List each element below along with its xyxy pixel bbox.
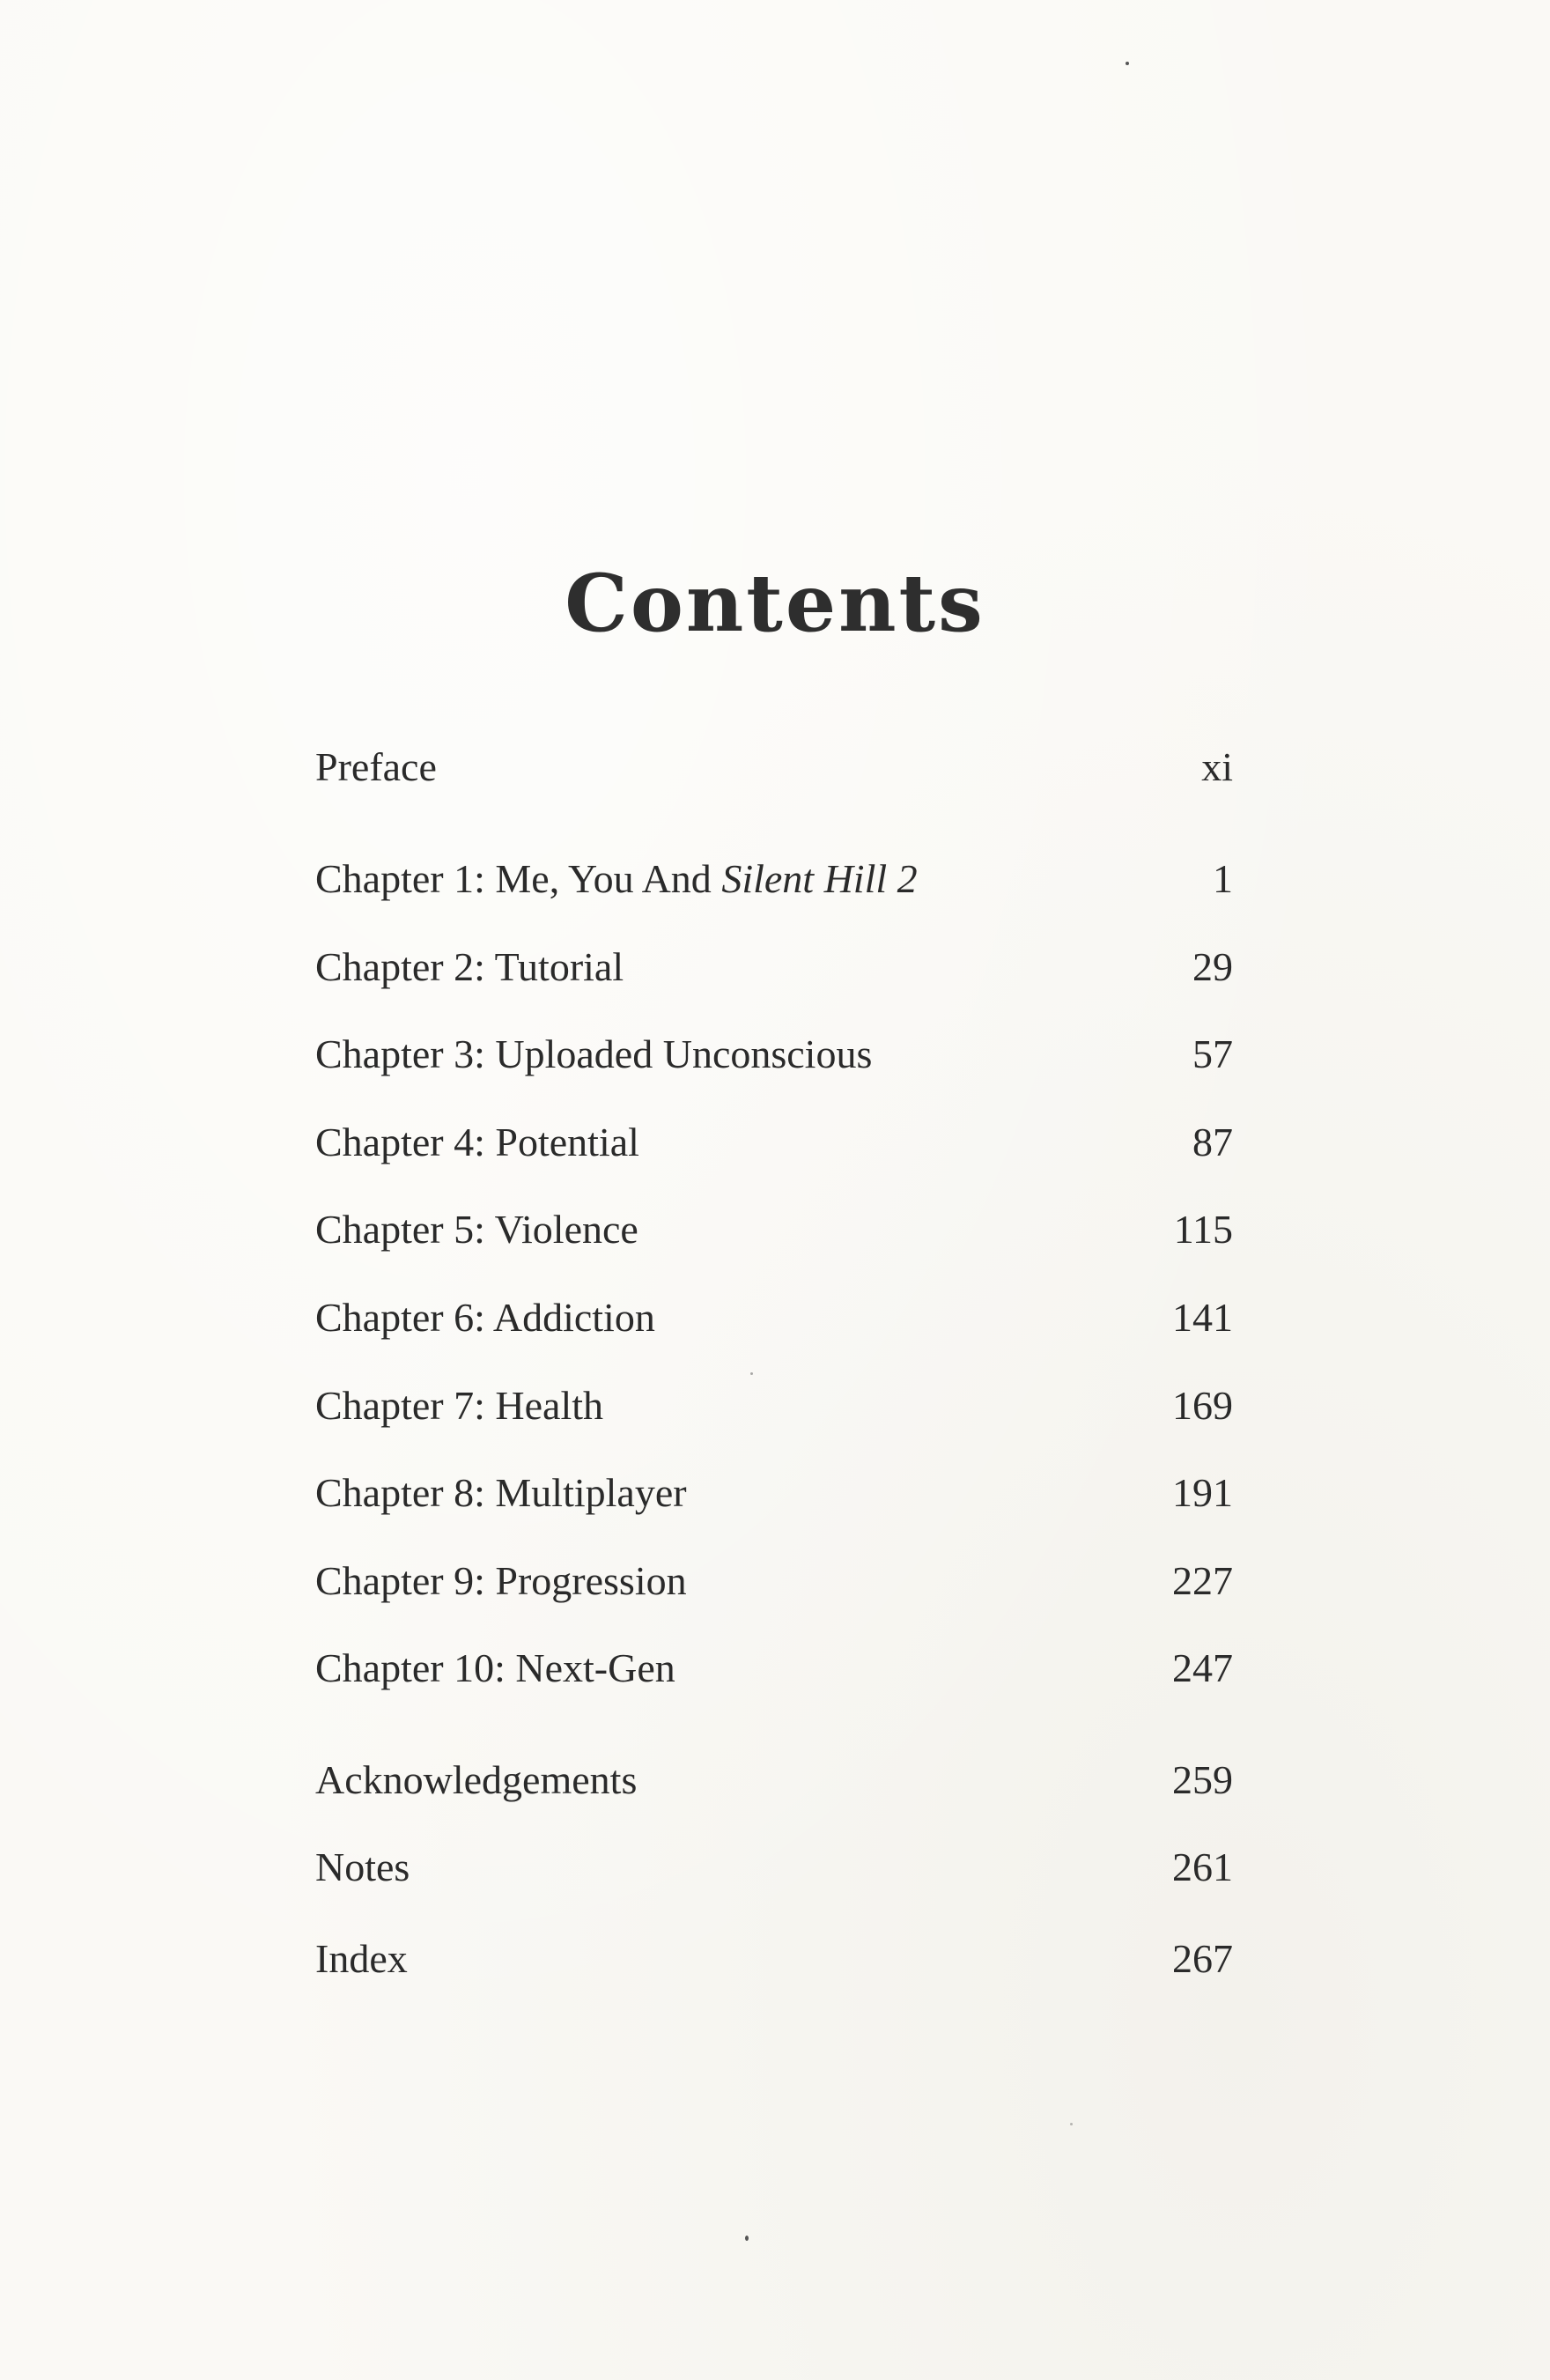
toc-entry-label: Notes (315, 1844, 410, 1889)
toc-entry-chapter-2 (315, 944, 1233, 1009)
toc-entry-chapter-7 (315, 1383, 1233, 1447)
toc-entry-page-number: 247 (1172, 1645, 1233, 1690)
toc-entry-label-text: Chapter 1: Me, You And (315, 856, 722, 901)
toc-entry-label (315, 856, 918, 901)
toc-entry-page-number: 57 (1192, 1031, 1233, 1076)
paper-speck (745, 2236, 749, 2241)
toc-entry-label: Acknowledgements (315, 1757, 638, 1802)
paper-speck (1126, 62, 1129, 65)
toc-entry-page-number: 191 (1172, 1470, 1233, 1515)
toc-entry-page-number: 115 (1173, 1207, 1233, 1252)
toc-entry-label: Chapter 2: Tutorial (315, 944, 624, 989)
toc-entry-page-number: 169 (1172, 1383, 1233, 1428)
toc-entry-page-number: 261 (1172, 1844, 1233, 1889)
toc-entry-label: Chapter 6: Addiction (315, 1295, 655, 1340)
toc-entry-page-number: 227 (1172, 1558, 1233, 1603)
toc-entry-page-number: 259 (1172, 1757, 1233, 1802)
toc-entry-chapter-5 (315, 1209, 1233, 1271)
toc-entry-label: Chapter 5: Violence (315, 1207, 638, 1252)
page-title: Contents (565, 557, 985, 650)
toc-entry-label-italic: Silent Hill 2 (721, 856, 918, 901)
toc-entry-page-number: 267 (1172, 1936, 1233, 1981)
paper-speck (1070, 2123, 1073, 2125)
toc-entry-chapter-1 (315, 856, 1233, 920)
toc-entry-chapter-6 (315, 1297, 1233, 1359)
toc-entry-index (315, 1936, 1233, 2000)
toc-entry-acknowledgements (315, 1757, 1233, 1822)
toc-entry-chapter-4 (315, 1122, 1233, 1184)
toc-entry-label: Chapter 8: Multiplayer (315, 1470, 687, 1515)
toc-entry-page-number: 29 (1192, 944, 1233, 989)
toc-entry-page-number: xi (1201, 744, 1233, 789)
toc-entry-page-number: 141 (1172, 1295, 1233, 1340)
toc-entry-preface (315, 744, 1233, 809)
toc-entry-label: Preface (315, 744, 437, 789)
toc-entry-notes (315, 1844, 1233, 1909)
toc-entry-label: Chapter 7: Health (315, 1383, 604, 1428)
toc-entry-label: Chapter 3: Uploaded Unconscious (315, 1031, 873, 1076)
toc-entry-label: Chapter 9: Progression (315, 1558, 687, 1603)
toc-entry-label: Index (315, 1936, 408, 1981)
toc-entry-page-number: 87 (1192, 1120, 1233, 1164)
toc-entry-chapter-3 (315, 1031, 1233, 1096)
toc-entry-label: Chapter 4: Potential (315, 1120, 639, 1164)
toc-entry-page-number: 1 (1213, 856, 1233, 901)
toc-entry-label: Chapter 10: Next-Gen (315, 1645, 675, 1690)
toc-entry-chapter-9 (315, 1558, 1233, 1622)
paper-speck (750, 1372, 753, 1375)
toc-entry-chapter-8 (315, 1470, 1233, 1534)
toc-entry-chapter-10 (315, 1645, 1233, 1710)
